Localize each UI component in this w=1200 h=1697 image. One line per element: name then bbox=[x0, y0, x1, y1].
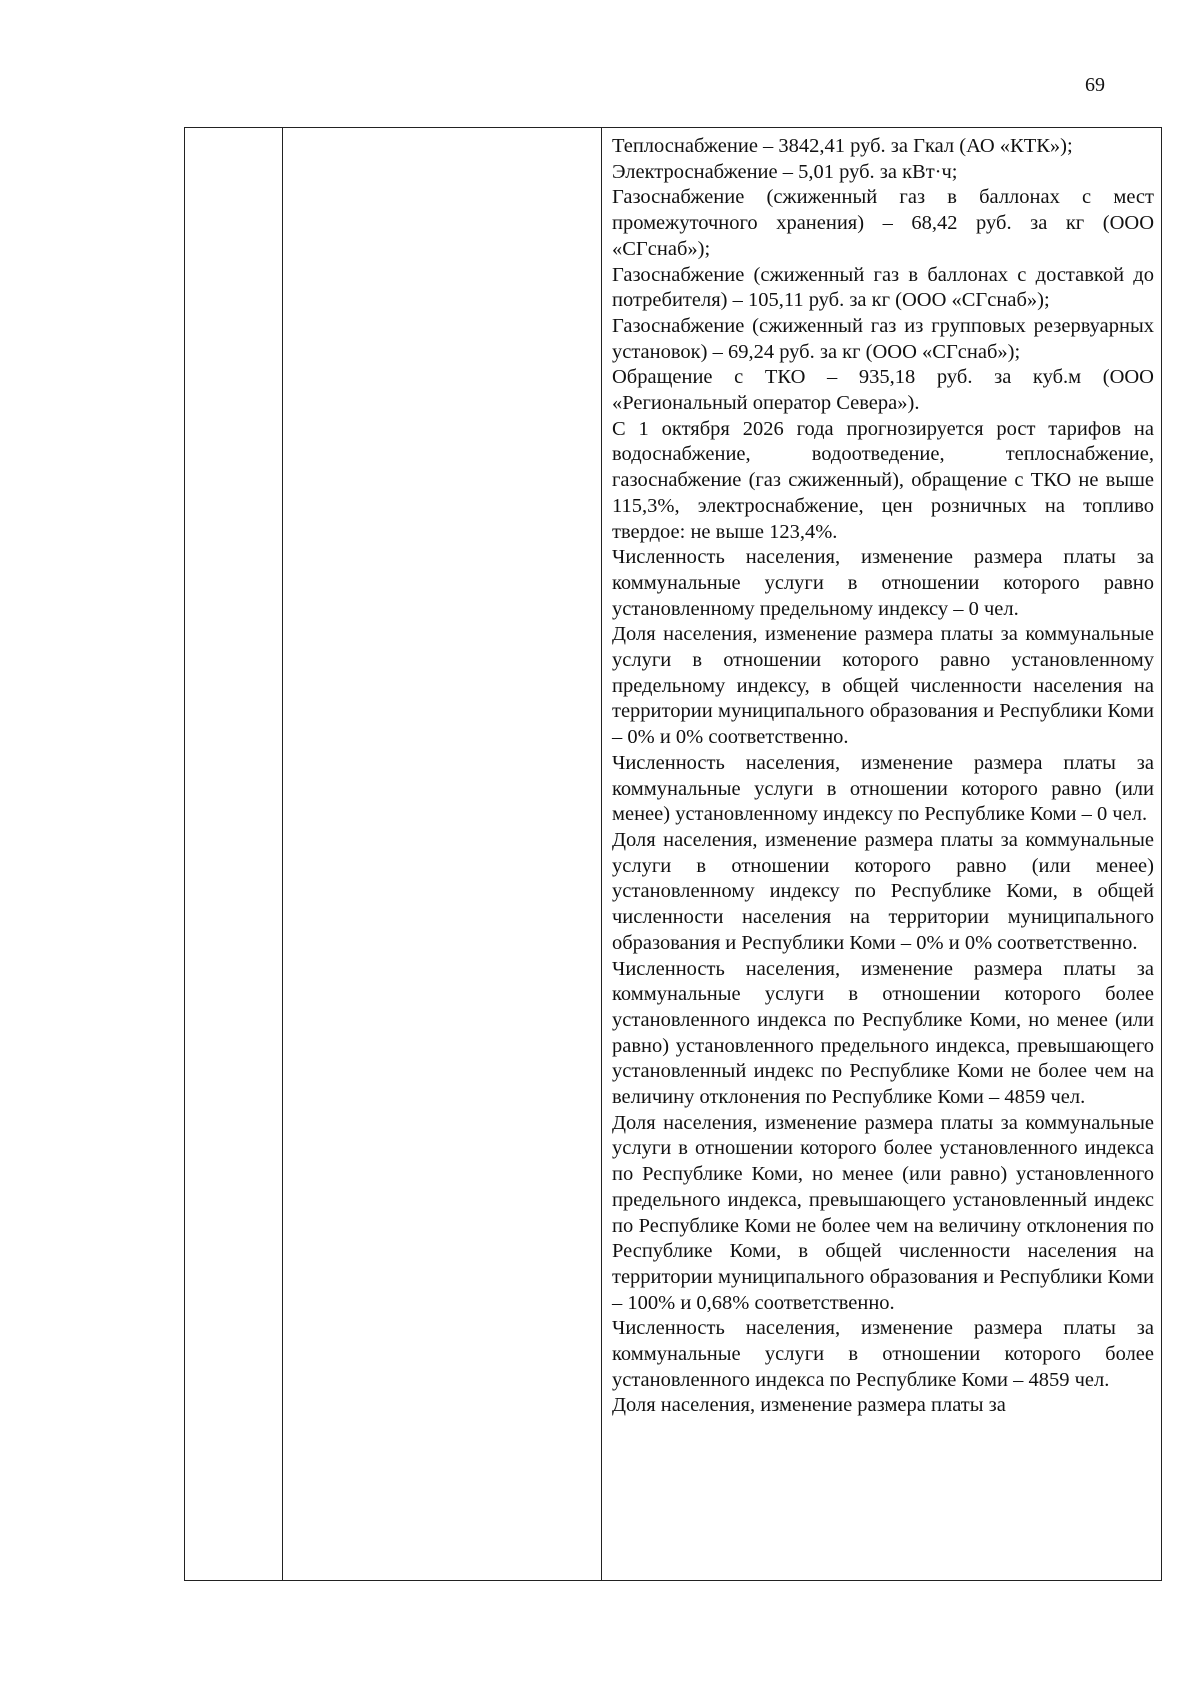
paragraph: Газоснабжение (сжиженный газ из групповых резервуарных установок) – 69,24 руб. за кг (ООО «СГснаб»); bbox=[612, 314, 1154, 363]
paragraph: С 1 октября 2026 года прогнозируется рост тарифов на водоснабжение, водоотведение, теплоснабжение, газоснабжение (газ сжиженный), обращение с ТКО не выше 115,3%, электроснабжение, цен розничных на топливо твердое: не выше 123,4%. bbox=[612, 417, 1154, 543]
paragraph: Численность населения, изменение размера платы за коммунальные услуги в отношении которого равно установленному предельному индексу – 0 чел. bbox=[612, 546, 1154, 620]
paragraph: Теплоснабжение – 3842,41 руб. за Гкал (АО «КТК»); bbox=[612, 135, 1073, 157]
document-table bbox=[184, 127, 1162, 1581]
table-column-divider bbox=[601, 128, 602, 1580]
paragraph: Численность населения, изменение размера платы за коммунальные услуги в отношении которого более установленного индекса по Республике Коми – 4859 чел. bbox=[612, 1317, 1154, 1391]
paragraph: Доля населения, изменение размера платы за коммунальные услуги в отношении которого равно (или менее) установленному индексу по Республике Коми, в общей численности населения на территории муниципального образования и Республики Коми – 0% и 0% соответственно. bbox=[612, 828, 1154, 954]
paragraph: Обращение с ТКО – 935,18 руб. за куб.м (ООО «Региональный оператор Севера»). bbox=[612, 366, 1154, 415]
paragraph: Газоснабжение (сжиженный газ в баллонах с доставкой до потребителя) – 105,11 руб. за кг (ООО «СГснаб»); bbox=[612, 263, 1154, 312]
table-column-divider bbox=[282, 128, 283, 1580]
paragraph: Доля населения, изменение размера платы за коммунальные услуги в отношении которого равно установленному предельному индексу, в общей численности населения на территории муниципального образования и Республики Коми – 0% и 0% соответственно. bbox=[612, 623, 1154, 749]
paragraph: Электроснабжение – 5,01 руб. за кВт·ч; bbox=[612, 160, 958, 183]
paragraph: Доля населения, изменение размера платы за коммунальные услуги в отношении которого более установленного индекса по Республике Коми, но менее (или равно) установленного предельного индекса, превышающего установленный индекс по Республике Коми не более чем на величину отклонения по Республике Коми, в общей численности населения на территории муниципального образования и Республики Коми – 100% и 0,68% соответственно. bbox=[612, 1111, 1154, 1314]
table-cell-description bbox=[612, 134, 1154, 1419]
paragraph: Численность населения, изменение размера платы за коммунальные услуги в отношении которого более установленного индекса по Республике Коми, но менее (или равно) установленного предельного индекса, превышающего установленный индекс по Республике Коми не более чем на величину отклонения по Республике Коми – 4859 чел. bbox=[612, 957, 1154, 1109]
paragraph: Доля населения, изменение размера платы за bbox=[612, 1394, 1006, 1417]
paragraph: Газоснабжение (сжиженный газ в баллонах с мест промежуточного хранения) – 68,42 руб. за кг (ООО «СГснаб»); bbox=[612, 186, 1154, 260]
paragraph: Численность населения, изменение размера платы за коммунальные услуги в отношении которого равно (или менее) установленному индексу по Республике Коми – 0 чел. bbox=[612, 751, 1154, 826]
page-number: 69 bbox=[1085, 74, 1105, 96]
